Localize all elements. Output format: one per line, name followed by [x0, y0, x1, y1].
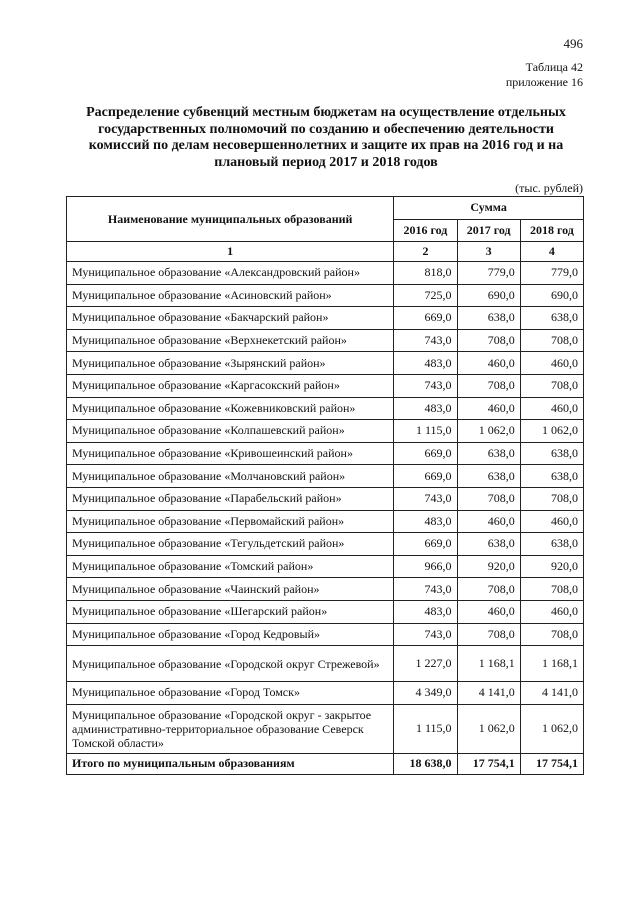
subsidy-table: [66, 196, 584, 775]
amount-2018: 1 062,0: [520, 420, 583, 443]
amount-2017: 779,0: [457, 262, 520, 285]
amount-2018: 708,0: [520, 487, 583, 510]
units-label: (тыс. рублей): [515, 181, 583, 195]
table-row: [67, 600, 584, 623]
table-row: [67, 262, 584, 285]
amount-2016: 743,0: [394, 374, 457, 397]
amount-2017: 690,0: [457, 284, 520, 307]
header-sum: Сумма: [394, 197, 584, 220]
total-2018: 17 754,1: [520, 753, 583, 774]
amount-2016: 743,0: [394, 578, 457, 601]
amount-2017: 708,0: [457, 578, 520, 601]
municipality-name: Муниципальное образование «Чаинский район»: [67, 578, 394, 601]
table-row: [67, 487, 584, 510]
amount-2016: 725,0: [394, 284, 457, 307]
table-row: [67, 510, 584, 533]
amount-2017: 460,0: [457, 352, 520, 375]
amount-2016: 1 227,0: [394, 646, 457, 682]
amount-2018: 638,0: [520, 465, 583, 488]
municipality-name: Муниципальное образование «Верхнекетский район»: [67, 329, 394, 352]
amount-2016: 669,0: [394, 465, 457, 488]
municipality-name: Муниципальное образование «Томский район»: [67, 555, 394, 578]
table-row: [67, 465, 584, 488]
amount-2016: 1 115,0: [394, 704, 457, 753]
municipality-name: Муниципальное образование «Александровский район»: [67, 262, 394, 285]
amount-2016: 966,0: [394, 555, 457, 578]
amount-2017: 460,0: [457, 397, 520, 420]
table-row: [67, 533, 584, 556]
column-index: 1: [67, 242, 394, 262]
amount-2016: 483,0: [394, 600, 457, 623]
amount-2018: 708,0: [520, 578, 583, 601]
amount-2016: 1 115,0: [394, 420, 457, 443]
table-reference: [506, 60, 583, 90]
amount-2017: 1 062,0: [457, 704, 520, 753]
municipality-name: Муниципальное образование «Городской округ - закрытое административно-территориальное образование Северск Томской области»: [67, 704, 394, 753]
amount-2017: 708,0: [457, 623, 520, 646]
total-2016: 18 638,0: [394, 753, 457, 774]
amount-2018: 779,0: [520, 262, 583, 285]
amount-2016: 743,0: [394, 623, 457, 646]
amount-2018: 920,0: [520, 555, 583, 578]
amount-2016: 483,0: [394, 510, 457, 533]
total-row: [67, 753, 584, 774]
amount-2017: 460,0: [457, 510, 520, 533]
amount-2018: 690,0: [520, 284, 583, 307]
amount-2016: 483,0: [394, 397, 457, 420]
appendix-number: приложение 16: [505, 75, 583, 89]
amount-2017: 638,0: [457, 533, 520, 556]
amount-2017: 4 141,0: [457, 682, 520, 705]
amount-2018: 1 062,0: [520, 704, 583, 753]
municipality-name: Муниципальное образование «Город Кедровый»: [67, 623, 394, 646]
amount-2017: 920,0: [457, 555, 520, 578]
header-year-2017: 2017 год: [457, 219, 520, 242]
municipality-name: Муниципальное образование «Тегульдетский район»: [67, 533, 394, 556]
municipality-name: Муниципальное образование «Зырянский район»: [67, 352, 394, 375]
municipality-name: Муниципальное образование «Колпашевский район»: [67, 420, 394, 443]
municipality-name: Муниципальное образование «Асиновский район»: [67, 284, 394, 307]
amount-2017: 708,0: [457, 329, 520, 352]
amount-2018: 460,0: [520, 600, 583, 623]
table-row: [67, 307, 584, 330]
table-number: Таблица 42: [525, 60, 583, 74]
municipality-name: Муниципальное образование «Каргасокский район»: [67, 374, 394, 397]
header-year-2018: 2018 год: [520, 219, 583, 242]
municipality-name: Муниципальное образование «Молчановский район»: [67, 465, 394, 488]
municipality-name: Муниципальное образование «Первомайский район»: [67, 510, 394, 533]
municipality-name: Муниципальное образование «Бакчарский район»: [67, 307, 394, 330]
table-row: [67, 578, 584, 601]
amount-2017: 460,0: [457, 600, 520, 623]
amount-2017: 708,0: [457, 487, 520, 510]
amount-2016: 669,0: [394, 442, 457, 465]
municipality-name: Муниципальное образование «Шегарский район»: [67, 600, 394, 623]
header-year-2016: 2016 год: [394, 219, 457, 242]
amount-2018: 1 168,1: [520, 646, 583, 682]
amount-2018: 638,0: [520, 307, 583, 330]
municipality-name: Муниципальное образование «Городской округ Стрежевой»: [67, 646, 394, 682]
municipality-name: Муниципальное образование «Парабельский район»: [67, 487, 394, 510]
amount-2016: 669,0: [394, 307, 457, 330]
table-row: [67, 374, 584, 397]
page-number: 496: [563, 36, 583, 51]
table-row: [67, 420, 584, 443]
municipality-name: Муниципальное образование «Кривошеинский район»: [67, 442, 394, 465]
table-row: [67, 623, 584, 646]
column-index: 3: [457, 242, 520, 262]
table-row: [67, 682, 584, 705]
amount-2016: 4 349,0: [394, 682, 457, 705]
amount-2018: 460,0: [520, 352, 583, 375]
amount-2016: 818,0: [394, 262, 457, 285]
table-row: [67, 352, 584, 375]
amount-2018: 708,0: [520, 329, 583, 352]
table-row: [67, 555, 584, 578]
amount-2018: 4 141,0: [520, 682, 583, 705]
amount-2016: 483,0: [394, 352, 457, 375]
amount-2018: 708,0: [520, 374, 583, 397]
column-index: 4: [520, 242, 583, 262]
table-row: [67, 397, 584, 420]
amount-2018: 708,0: [520, 623, 583, 646]
amount-2017: 708,0: [457, 374, 520, 397]
table-row: [67, 284, 584, 307]
total-label: Итого по муниципальным образованиям: [67, 753, 394, 774]
table-row: [67, 646, 584, 682]
amount-2018: 638,0: [520, 533, 583, 556]
column-index: 2: [394, 242, 457, 262]
amount-2017: 638,0: [457, 465, 520, 488]
amount-2017: 1 062,0: [457, 420, 520, 443]
municipality-name: Муниципальное образование «Город Томск»: [67, 682, 394, 705]
amount-2016: 743,0: [394, 329, 457, 352]
amount-2018: 460,0: [520, 397, 583, 420]
amount-2017: 1 168,1: [457, 646, 520, 682]
total-2017: 17 754,1: [457, 753, 520, 774]
table-row: [67, 442, 584, 465]
amount-2016: 743,0: [394, 487, 457, 510]
municipality-name: Муниципальное образование «Кожевниковский район»: [67, 397, 394, 420]
document-title: Распределение субвенций местным бюджетам на осуществление отдельных государственных полномочий по созданию и обеспечению деятельности комиссий по делам несовершеннолетних и защите их прав на 2016 год и на плановый период 2017 и 2018 годов: [86, 105, 566, 170]
header-municipality: Наименование муниципальных образований: [67, 197, 394, 242]
table-row: [67, 704, 584, 753]
amount-2018: 460,0: [520, 510, 583, 533]
amount-2018: 638,0: [520, 442, 583, 465]
amount-2016: 669,0: [394, 533, 457, 556]
amount-2017: 638,0: [457, 307, 520, 330]
table-row: [67, 329, 584, 352]
amount-2017: 638,0: [457, 442, 520, 465]
